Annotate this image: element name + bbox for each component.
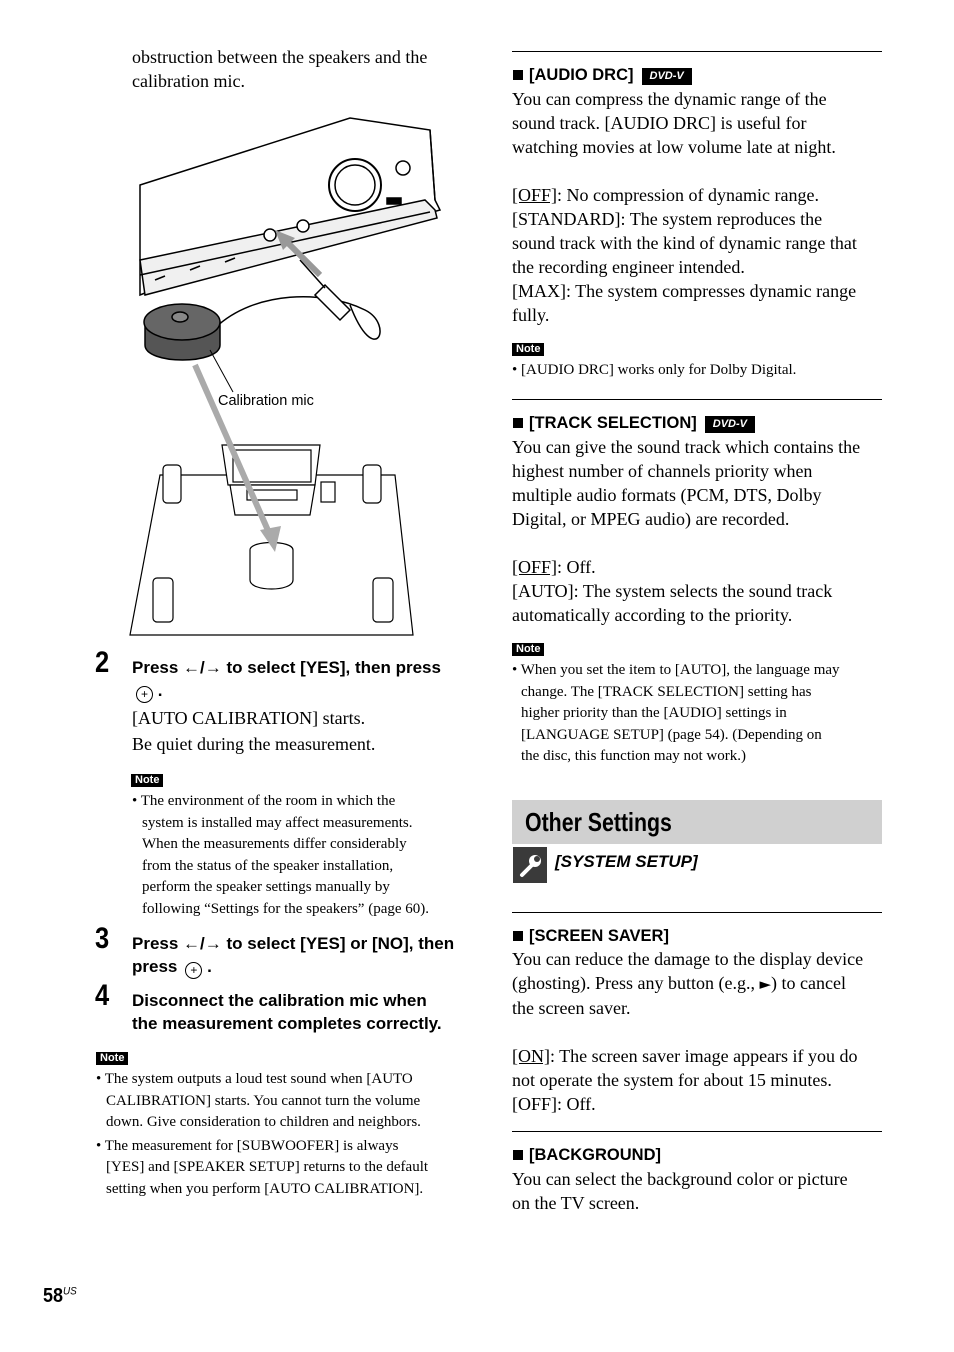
wrench-icon [513, 847, 547, 883]
section-divider [512, 51, 882, 52]
background-heading [513, 1145, 661, 1165]
step-4-instruction [132, 989, 477, 1035]
square-bullet-icon [513, 70, 523, 80]
system-setup-label: [SYSTEM SETUP] [555, 852, 698, 871]
desc-line: on the TV screen. [512, 1193, 640, 1213]
step-3-line-1: Press ←/→ to select [YES] or [NO], then [132, 934, 455, 953]
note-badge: Note [131, 774, 163, 787]
note-badge: Note [96, 1052, 128, 1065]
desc-line: Digital, or MPEG audio) are recorded. [512, 509, 790, 529]
page-region-suffix: US [63, 1285, 77, 1298]
option-line: automatically according to the priority. [512, 605, 793, 625]
step-2-line: Press ←/→ to select [YES], then press [132, 658, 441, 677]
track-selection-note [512, 660, 892, 768]
figure-label: Calibration mic [218, 393, 314, 409]
desc-line: watching movies at low volume late at night. [512, 137, 836, 157]
screen-saver-title: [SCREEN SAVER] [529, 927, 669, 945]
note-line: [LANGUAGE SETUP] (page 54). (Depending on [521, 726, 822, 743]
screen-saver-desc [512, 947, 892, 1116]
option-desc: : The screen saver image appears if you do [550, 1046, 858, 1066]
note-line: CALIBRATION] starts. You cannot turn the volume [106, 1092, 421, 1109]
note-2-text [96, 1069, 476, 1200]
audio-drc-desc [512, 87, 887, 327]
desc-line: sound track. [AUDIO DRC] is useful for [512, 113, 807, 133]
other-settings-title: Other Settings [525, 807, 672, 837]
mic-cable [215, 260, 380, 339]
step-2-result [132, 706, 375, 756]
step-3-number: 3 [95, 922, 110, 955]
track-selection-desc [512, 435, 887, 627]
dvd-v-badge: DVD-V [642, 68, 692, 85]
enter-icon: + [185, 962, 202, 979]
screen-saver-heading [513, 926, 669, 946]
desc-line: highest number of channels priority when [512, 461, 813, 481]
note-line: change. The [TRACK SELECTION] setting has [521, 683, 812, 700]
play-icon: ► [759, 975, 772, 993]
note-line: • The environment of the room in which the [132, 793, 396, 809]
option-line: [AUTO]: The system selects the sound track [512, 581, 833, 601]
desc-line: You can compress the dynamic range of the [512, 89, 827, 109]
step-2-number: 2 [95, 646, 110, 679]
background-title: [BACKGROUND] [529, 1146, 661, 1164]
page-number-value: 58 [43, 1285, 64, 1307]
note-line: setting when you perform [AUTO CALIBRATION]. [106, 1180, 424, 1197]
track-selection-heading [513, 413, 755, 433]
step-3-instruction: Press ←/→ to select [YES] or [NO], then press + . [132, 932, 477, 979]
dvd-v-badge: DVD-V [705, 416, 755, 433]
step-4-number: 4 [95, 979, 110, 1012]
step-4-line-1: Disconnect the calibration mic when [132, 991, 427, 1010]
note-badge: Note [512, 343, 544, 356]
option-line: sound track with the kind of dynamic range that [512, 233, 857, 253]
calibration-illustration [125, 110, 445, 640]
section-divider [512, 399, 882, 400]
note-line: higher priority than the [AUDIO] settings in [521, 705, 787, 721]
intro-line-1: obstruction between the speakers and the [132, 47, 428, 67]
intro-line-2: calibration mic. [132, 71, 245, 91]
note-line: [YES] and [SPEAKER SETUP] returns to the default [106, 1159, 429, 1175]
note-badge: Note [512, 643, 544, 656]
square-bullet-icon [513, 931, 523, 941]
note-line: the disc, this function may not work.) [521, 748, 746, 764]
note-line: • The measurement for [SUBWOOFER] is always [96, 1137, 399, 1154]
track-selection-title: [TRACK SELECTION] [529, 414, 697, 432]
note-line: • The system outputs a loud test sound when [AUTO [96, 1071, 413, 1087]
note-line: down. Give consideration to children and neighbors. [106, 1114, 421, 1130]
audio-drc-note: • [AUDIO DRC] works only for Dolby Digital. [512, 362, 797, 378]
square-bullet-icon [513, 1150, 523, 1160]
step-4-line-2: the measurement completes correctly. [132, 1014, 442, 1033]
calibration-mic [144, 304, 220, 360]
option-line: the recording engineer intended. [512, 257, 745, 277]
desc-line: (ghosting). Press any button (e.g., [512, 973, 760, 993]
enter-icon: + [136, 686, 153, 703]
page-number [43, 1285, 77, 1308]
note-line: • When you set the item to [AUTO], the language may [512, 662, 840, 678]
note-line: perform the speaker settings manually by [142, 879, 390, 895]
desc-line: You can select the background color or picture [512, 1169, 848, 1189]
note-line: following “Settings for the speakers” (page 60). [142, 900, 429, 917]
step-2-instruction: Press ←/→ to select [YES], then press + . [132, 656, 477, 703]
option-desc: : No compression of dynamic range. [557, 185, 819, 205]
desc-line: You can give the sound track which contains the [512, 437, 861, 457]
note-line: When the measurements differ considerably [142, 836, 407, 852]
intro-text [132, 45, 492, 93]
note-1-text [132, 791, 472, 920]
desc-line: ) to cancel [771, 973, 846, 993]
square-bullet-icon [513, 418, 523, 428]
option-line: fully. [512, 305, 550, 325]
option-line: [MAX]: The system compresses dynamic range [512, 281, 857, 301]
background-desc [512, 1167, 892, 1215]
step-2-result-2: Be quiet during the measurement. [132, 734, 376, 754]
default-option: [ON] [512, 1046, 550, 1066]
option-line: [OFF]: Off. [512, 1094, 596, 1114]
desc-line: the screen saver. [512, 998, 631, 1018]
desc-line: multiple audio formats (PCM, DTS, Dolby [512, 485, 822, 505]
option-line: not operate the system for about 15 minutes. [512, 1070, 832, 1090]
step-2-result-1: [AUTO CALIBRATION] starts. [132, 708, 366, 728]
section-divider [512, 1131, 882, 1132]
audio-drc-title: [AUDIO DRC] [529, 66, 634, 84]
desc-line: You can reduce the damage to the display device [512, 949, 864, 969]
section-divider [512, 912, 882, 913]
default-option: [OFF] [512, 185, 558, 205]
audio-drc-heading [513, 65, 692, 85]
option-line: [STANDARD]: The system reproduces the [512, 209, 823, 229]
default-option: [OFF] [512, 557, 558, 577]
note-line: from the status of the speaker installation, [142, 857, 394, 874]
note-line: system is installed may affect measurements. [142, 814, 413, 831]
receiver-unit [140, 118, 440, 295]
step-3-line-2: press [132, 957, 178, 976]
option-desc: : Off. [557, 557, 596, 577]
